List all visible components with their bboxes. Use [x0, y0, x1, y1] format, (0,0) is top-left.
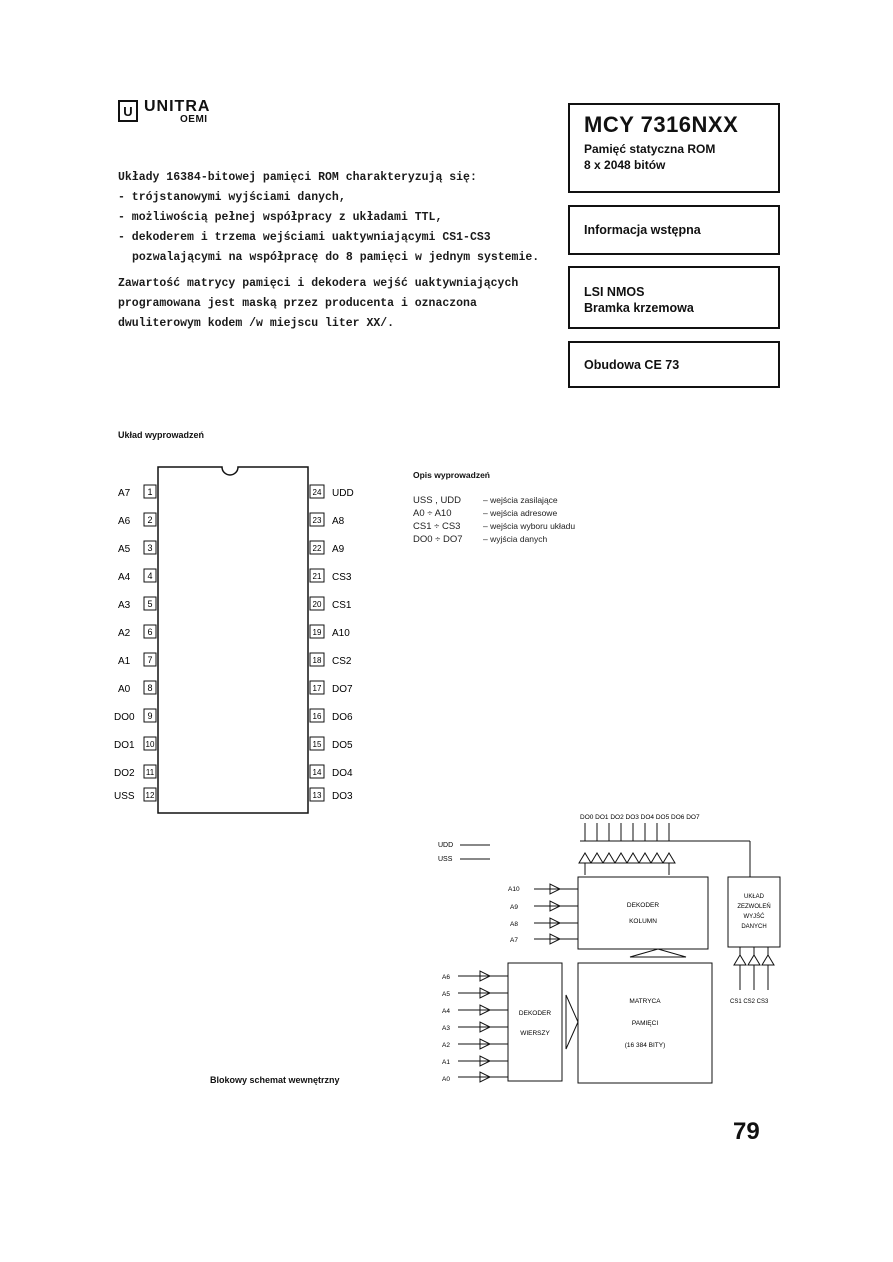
svg-text:10: 10 — [145, 740, 155, 749]
svg-text:CS2: CS2 — [332, 656, 352, 667]
row-inputs — [442, 974, 450, 1083]
tech-line-1: LSI NMOS — [584, 285, 645, 299]
package-box — [568, 341, 780, 388]
column-decoder — [578, 877, 708, 949]
svg-text:14: 14 — [312, 768, 322, 777]
svg-text:A9: A9 — [332, 544, 345, 555]
svg-text:DEKODER: DEKODER — [626, 902, 660, 909]
svg-text:DO0: DO0 — [114, 712, 135, 723]
svg-text:DO2: DO2 — [114, 768, 135, 779]
unitra-logo — [118, 100, 258, 134]
pin-5 — [118, 597, 156, 611]
intro-text — [118, 168, 558, 334]
logo-mark: U — [118, 100, 138, 122]
svg-text:DO7: DO7 — [332, 684, 353, 695]
block-diagram — [430, 805, 800, 1090]
output-buffers — [579, 823, 750, 877]
svg-text:24: 24 — [312, 488, 322, 497]
right-pins — [310, 485, 354, 802]
svg-text:USS: USS — [114, 791, 135, 802]
svg-text:UDD: UDD — [332, 488, 354, 499]
pin-description-title: Opis wyprowadzeń — [413, 470, 490, 480]
pin-description-row: USS , UDD – wejścia zasilające — [413, 495, 558, 506]
svg-text:DO1: DO1 — [114, 740, 135, 751]
svg-text:PAMIĘCI: PAMIĘCI — [631, 1020, 659, 1027]
pin-9 — [114, 709, 156, 723]
feature-item: - dekoderem i trzema wejściami uaktywniającymi CS1-CS3 pozwalającymi na współpracę do 8 pamięci w jednym systemie. — [118, 231, 540, 264]
svg-text:18: 18 — [312, 656, 322, 665]
pin-23 — [310, 513, 345, 527]
feature-item: - możliwością pełnej współpracy z układami TTL, — [118, 211, 443, 224]
package-text: Obudowa CE 73 — [584, 357, 680, 372]
status-box — [568, 205, 780, 255]
svg-text:DO6: DO6 — [332, 712, 353, 723]
pin-22 — [310, 541, 345, 555]
svg-text:A1: A1 — [442, 1059, 450, 1066]
column-inputs — [508, 886, 520, 944]
supply-udd: UDD — [438, 842, 454, 849]
pin-14 — [310, 765, 353, 779]
pin-6 — [118, 625, 156, 639]
pin-16 — [310, 709, 353, 723]
pin-17 — [310, 681, 353, 695]
svg-text:21: 21 — [312, 572, 322, 581]
cs-label: CS1 CS2 CS3 — [730, 999, 769, 1005]
svg-text:12: 12 — [145, 791, 155, 800]
svg-text:6: 6 — [147, 627, 153, 637]
pin-description-row: A0 ÷ A10 – wejścia adresowe — [413, 508, 558, 519]
svg-text:5: 5 — [147, 599, 153, 609]
title-box — [568, 103, 780, 193]
svg-text:19: 19 — [312, 628, 322, 637]
svg-text:A5: A5 — [118, 544, 131, 555]
pin-description-row: CS1 ÷ CS3 – wejścia wyboru układu — [413, 521, 576, 532]
part-capacity: 8 x 2048 bitów — [584, 158, 666, 172]
status-text: Informacja wstępna — [584, 223, 701, 237]
part-number: MCY 7316NXX — [584, 112, 739, 137]
svg-text:4: 4 — [147, 571, 153, 581]
svg-text:A2: A2 — [118, 628, 131, 639]
svg-text:16: 16 — [312, 712, 322, 721]
svg-text:20: 20 — [312, 600, 322, 609]
svg-text:DEKODER: DEKODER — [518, 1010, 552, 1017]
svg-text:A10: A10 — [332, 628, 350, 639]
pin-24 — [310, 485, 354, 499]
svg-text:KOLUMN: KOLUMN — [629, 918, 657, 925]
svg-text:A6: A6 — [118, 516, 131, 527]
pinout-title: Układ wyprowadzeń — [118, 430, 205, 440]
pin-10 — [114, 737, 156, 751]
svg-text:WYJŚĆ: WYJŚĆ — [743, 914, 765, 920]
svg-text:A2: A2 — [442, 1042, 450, 1049]
pin-20 — [310, 597, 352, 611]
part-type: Pamięć statyczna ROM — [584, 142, 716, 156]
logo-name: UNITRA — [144, 98, 211, 115]
svg-text:A5: A5 — [442, 991, 450, 998]
svg-text:WIERSZY: WIERSZY — [520, 1030, 550, 1037]
svg-text:23: 23 — [312, 516, 322, 525]
svg-text:15: 15 — [312, 740, 322, 749]
svg-text:A3: A3 — [442, 1025, 450, 1032]
svg-text:(16 384 BITY): (16 384 BITY) — [624, 1042, 666, 1049]
svg-text:A4: A4 — [118, 572, 131, 583]
svg-text:A8: A8 — [510, 921, 518, 928]
pin-8 — [118, 681, 156, 695]
svg-text:UKŁAD: UKŁAD — [743, 894, 765, 900]
pin-2 — [118, 513, 156, 527]
svg-text:7: 7 — [147, 655, 153, 665]
svg-text:9: 9 — [147, 711, 153, 721]
svg-text:13: 13 — [312, 791, 322, 800]
svg-text:DO3: DO3 — [332, 791, 353, 802]
svg-text:8: 8 — [147, 683, 153, 693]
svg-text:CS1: CS1 — [332, 600, 352, 611]
pin-21 — [310, 569, 352, 583]
row-decoder — [508, 963, 562, 1081]
pin-description-row: DO0 ÷ DO7 – wyjścia danych — [413, 534, 548, 545]
svg-text:DO4: DO4 — [332, 768, 353, 779]
svg-text:A3: A3 — [118, 600, 131, 611]
svg-text:A10: A10 — [508, 886, 520, 893]
pin-11 — [114, 765, 156, 779]
feature-list — [118, 188, 558, 268]
svg-text:22: 22 — [312, 544, 322, 553]
svg-text:CS3: CS3 — [332, 572, 352, 583]
output-enable-block — [728, 877, 780, 947]
logo-sub: OEMI — [180, 114, 208, 125]
intro-paragraph: Zawartość matrycy pamięci i dekodera wejść uaktywniających programowana jest maską przez producenta i oznaczona dwuliterowym kodem /w miejscu liter XX/. — [118, 277, 519, 330]
pin-7 — [118, 653, 156, 667]
tech-box — [568, 266, 780, 329]
feature-item: - trójstanowymi wyjściami danych, — [118, 191, 346, 204]
svg-text:DANYCH: DANYCH — [741, 924, 767, 930]
pin-3 — [118, 541, 156, 555]
pin-18 — [310, 653, 352, 667]
svg-text:A4: A4 — [442, 1008, 450, 1015]
pin-19 — [310, 625, 350, 639]
svg-text:3: 3 — [147, 543, 153, 553]
left-pins — [114, 485, 156, 802]
tech-line-2: Bramka krzemowa — [584, 301, 694, 315]
intro-lead: Układy 16384-bitowej pamięci ROM charakteryzują się: — [118, 171, 477, 184]
pin-4 — [118, 569, 156, 583]
svg-text:A0: A0 — [118, 684, 131, 695]
svg-text:A1: A1 — [118, 656, 131, 667]
svg-text:A7: A7 — [510, 937, 518, 944]
pin-description — [413, 494, 575, 546]
pin-number: 1 — [147, 487, 153, 497]
svg-text:2: 2 — [147, 515, 153, 525]
svg-text:ZEZWOLEŃ: ZEZWOLEŃ — [737, 904, 771, 910]
svg-text:MATRYCA: MATRYCA — [629, 998, 661, 1005]
svg-text:17: 17 — [312, 684, 322, 693]
svg-text:A8: A8 — [332, 516, 345, 527]
pin-13 — [310, 788, 353, 802]
svg-text:11: 11 — [145, 768, 155, 777]
pin-12 — [114, 788, 156, 802]
page-number: 79 — [733, 1118, 760, 1145]
supply-uss: USS — [438, 856, 453, 863]
pin-1 — [118, 485, 156, 499]
chip-outline — [158, 467, 308, 813]
svg-text:A6: A6 — [442, 974, 450, 981]
block-diagram-caption: Blokowy schemat wewnętrzny — [210, 1075, 340, 1085]
outputs-label: DO0 DO1 DO2 DO3 DO4 DO5 DO6 DO7 — [580, 814, 700, 821]
svg-text:A0: A0 — [442, 1076, 450, 1083]
svg-text:A9: A9 — [510, 904, 518, 911]
pin-name: A7 — [118, 488, 131, 499]
pinout-diagram — [110, 465, 370, 820]
svg-text:DO5: DO5 — [332, 740, 353, 751]
pin-15 — [310, 737, 353, 751]
